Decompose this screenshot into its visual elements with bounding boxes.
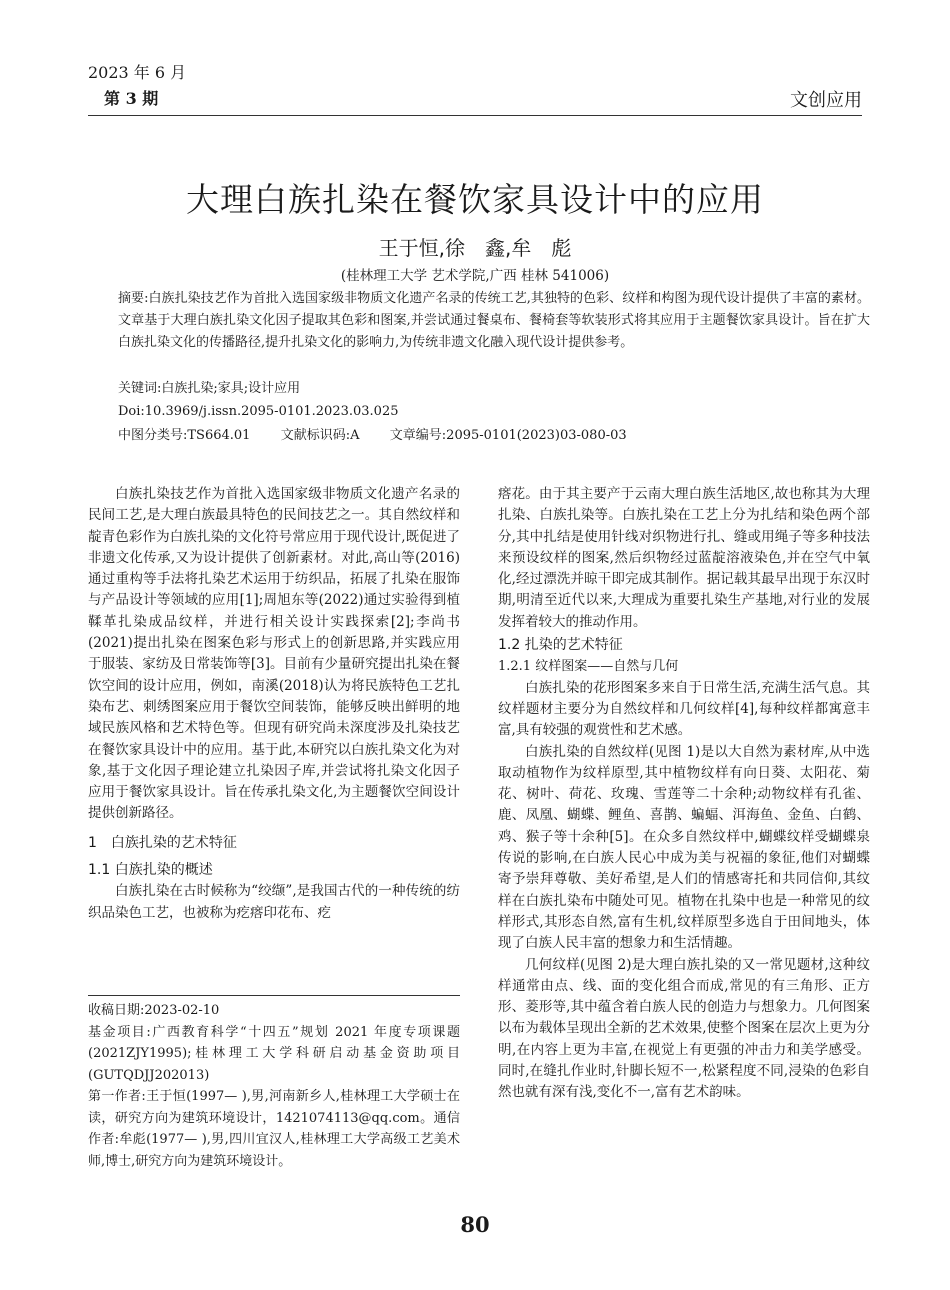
paragraph-1-1: 白族扎染在古时候称为“绞缬”,是我国古代的一种传统的纺织品染色工艺，也被称为疙瘩印花布、疙 [88, 883, 460, 921]
issue-number: 第 3 期 [104, 89, 159, 108]
paper-authors: 王于恒,徐 鑫,牟 彪 [378, 236, 572, 260]
journal-issue-info [88, 60, 186, 112]
section-heading-1: 1 白族扎染的艺术特征 [88, 834, 237, 851]
paragraph-natural-patterns: 白族扎染的自然纹样(见图 1)是以大自然为素材库,从中选取动植物作为纹样原型,其中植物纹样有向日葵、太阳花、菊花、树叶、荷花、玫瑰、雪莲等二十余种;动物纹样有孔雀、鹿、凤凰、蝴蝶、鲤鱼、喜鹊、蝙蝠、洱海鱼、金鱼、白鹤、鸡、猴子等十余种[5]。在众多自然纹样中,蝴蝶纹样受蝴蝶泉传说的影响,在白族人民心中成为美与祝福的象征,他们对蝴蝶寄予崇拜尊敬、美好希望,是人们的情感寄托和共同信仰,其纹样在白族扎染布中随处可见。植物在扎染中也是一种常见的纹样形式,其形态自然,富有生机,纹样原型多选自于田间地头，体现了白族人民丰富的想象力和生活情趣。 [498, 743, 870, 952]
left-column [88, 484, 460, 924]
classification-line [118, 425, 870, 447]
keywords: 关键词:白族扎染;家具;设计应用 [118, 381, 301, 396]
paragraph-continued: 瘩花。由于其主要产于云南大理白族生活地区,故也称其为大理扎染、白族扎染等。白族扎染在工艺上分为扎结和染色两个部分,其中扎结是使用针线对织物进行扎、缝或用绳子等多种技法来预设纹样的图案,然后织物经过蓝靛溶液染色,并在空气中氧化,经过漂洗并晾干即完成其制作。据记载其最早出现于东汉时期,明清至近代以来,大理成为重要扎染生产基地,对行业的发展发挥着较大的推动作用。 [498, 486, 870, 630]
abstract [118, 288, 870, 354]
article-number: 文章编号:2095-0101(2023)03-080-03 [389, 428, 627, 443]
paper-title: 大理白族扎染在餐饮家具设计中的应用 [186, 180, 764, 219]
paragraph-pattern-intro: 白族扎染的花形图案多来自于日常生活,充满生活气息。其纹样题材主要分为自然纹样和几何纹样[4],每种纹样都寓意丰富,具有较强的观赏性和艺术感。 [498, 679, 870, 739]
document-code: 文献标识码:A [280, 428, 360, 443]
intro-paragraph: 白族扎染技艺作为首批入选国家级非物质文化遗产名录的民间工艺,是大理白族最具特色的民间技艺之一。其自然纹样和靛青色彩作为白族扎染的文化符号常应用于现代设计,既促进了非遗文化传承,又为设计提供了创新素材。对此,高山等(2016)通过重构等手法将扎染艺术运用于纺织品，拓展了扎染在服饰与产品设计等领域的应用[1];周旭东等(2022)通过实验得到植鞣革扎染成品纹样，并进行相关设计实践探索[2];李尚书(2021)提出扎染在图案色彩与形式上的创新思路,并实践应用于服装、家纺及日常装饰等[3]。目前有少量研究提出扎染在餐饮空间的设计应用，例如，南溪(2018)认为将民族特色工艺扎染布艺、刺绣图案应用于餐饮空间装饰，能够反映出鲜明的地域民族风格和艺术特色等。但现有研究尚未深度涉及扎染技艺在餐饮家具设计中的应用。基于此,本研究以白族扎染文化为对象,基于文化因子理论建立扎染因子库,并尝试将扎染文化因子应用于餐饮家具设计。旨在传承扎染文化,为主题餐饮空间设计提供创新路径。 [88, 486, 460, 822]
subsection-heading-1-2: 1.2 扎染的艺术特征 [498, 637, 623, 654]
header-divider [88, 115, 862, 116]
section-label: 文创应用 [790, 90, 862, 111]
received-date: 收稿日期:2023-02-10 [88, 1003, 220, 1018]
paragraph-geometric-patterns: 几何纹样(见图 2)是大理白族扎染的又一常见题材,这种纹样通常由点、线、面的变化组合而成,常见的有三角形、正方形、菱形等,其中蕴含着白族人民的创造力与想象力。几何图案以布为载体呈现出全新的艺术效果,使整个图案在层次上更为分明,在内容上更为丰富,在视觉上有更强的冲击力和美学感受。同时,在缝扎作业时,针脚长短不一,松紧程度不同,浸染的色彩自然也就有深有浅,变化不一,富有艺术韵味。 [498, 956, 870, 1101]
page-number: 80 [460, 1212, 490, 1237]
subsection-heading-1-2-1: 1.2.1 纹样图案——自然与几何 [498, 659, 679, 675]
clc-number: 中图分类号:TS664.01 [118, 428, 251, 443]
fund-info: 基金项目:广西教育科学“十四五”规划 2021 年度专项课题(2021ZJY1995);桂林理工大学科研启动基金资助项目(GUTQDJJ202013) [88, 1024, 460, 1083]
footnote [88, 1000, 460, 1172]
issue-date: 2023 年 6 月 [88, 63, 187, 82]
author-info: 第一作者:王于恒(1997— ),男,河南新乡人,桂林理工大学硕士在读，研究方向为建筑环境设计，1421074113@qq.com。通信作者:牟彪(1977— ),男,四川宜汉人,桂林理工大学高级工艺美术师,博士,研究方向为建筑环境设计。 [88, 1089, 460, 1169]
subsection-heading-1-1: 1.1 白族扎染的概述 [88, 862, 213, 879]
author-affiliation: (桂林理工大学 艺术学院,广西 桂林 541006) [340, 268, 610, 284]
doi: Doi:10.3969/j.issn.2095-0101.2023.03.025 [118, 404, 399, 419]
footnote-divider [88, 995, 460, 996]
abstract-text: 摘要:白族扎染技艺作为首批入选国家级非物质文化遗产名录的传统工艺,其独特的色彩、纹样和构图为现代设计提供了丰富的素材。文章基于大理白族扎染文化因子提取其色彩和图案,并尝试通过餐桌布、餐椅套等软装形式将其应用于主题餐饮家具设计。旨在扩大白族扎染文化的传播路径,提升扎染文化的影响力,为传统非遗文化融入现代设计提供参考。 [118, 291, 870, 350]
right-column [498, 484, 870, 1104]
